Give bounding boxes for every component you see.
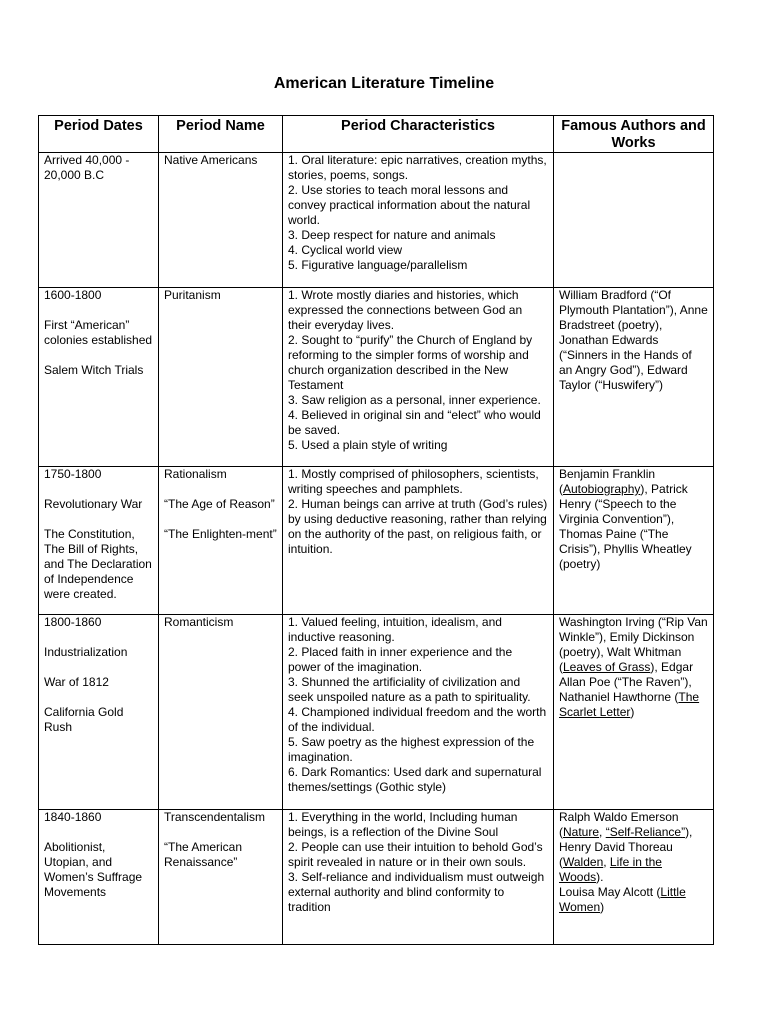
characteristic-item: 5. Used a plain style of writing (288, 438, 448, 452)
timeline-body (39, 153, 714, 945)
characteristic-item: 4. Believed in original sin and “elect” who would be saved. (288, 408, 541, 437)
characteristic-item: 5. Figurative language/parallelism (288, 258, 468, 272)
authors-text: Ralph Waldo Emerson ( (559, 810, 679, 839)
period-characteristics-cell (283, 288, 554, 467)
characteristic-item: 6. Dark Romantics: Used dark and supernatural themes/settings (Gothic style) (288, 765, 542, 794)
period-dates-text: Salem Witch Trials (44, 363, 144, 377)
page-title: American Literature Timeline (273, 75, 495, 92)
characteristic-item: 2. Use stories to teach moral lessons and convey practical information about the natural world. (288, 183, 531, 227)
famous-authors-cell (554, 615, 714, 810)
work-title: Autobiography (563, 482, 641, 496)
timeline-table (38, 115, 714, 945)
period-dates-text: Arrived 40,000 - 20,000 B.C (44, 153, 130, 182)
authors-paragraph (559, 810, 708, 885)
period-name-cell (159, 615, 283, 810)
period-name-text: Puritanism (164, 288, 221, 302)
period-dates-text: 1840-1860 (44, 810, 102, 824)
authors-text: ). (596, 870, 604, 884)
period-dates-text: Industrialization (44, 645, 128, 659)
characteristic-item: 1. Wrote mostly diaries and histories, which expressed the connections between God an their everyday lives. (288, 288, 523, 332)
period-name-cell (159, 467, 283, 615)
table-row (39, 153, 714, 288)
famous-authors-cell (554, 153, 714, 288)
period-name-text: Transcendentalism (164, 810, 265, 824)
period-name-text: “The Age of Reason” (164, 497, 275, 511)
period-name-cell (159, 153, 283, 288)
characteristic-item: 1. Valued feeling, intuition, idealism, and inductive reasoning. (288, 615, 502, 644)
famous-authors-cell (554, 467, 714, 615)
period-dates-text: The Constitution, The Bill of Rights, and The Declaration of Independence were created. (44, 527, 152, 601)
period-name-cell (159, 288, 283, 467)
table-row (39, 288, 714, 467)
period-dates-text: 1600-1800 (44, 288, 102, 302)
period-name-text: Rationalism (164, 467, 227, 481)
characteristic-item: 2. People can use their intuition to behold God’s spirit revealed in nature or in their own souls. (288, 840, 543, 869)
period-name-text: Native Americans (164, 153, 258, 167)
table-row (39, 615, 714, 810)
period-name-text: Romanticism (164, 615, 234, 629)
table-row (39, 810, 714, 945)
period-dates-text: Abolitionist, Utopian, and Women’s Suffrage Movements (44, 840, 143, 899)
work-title: The Scarlet Letter (559, 690, 700, 719)
table-row (39, 467, 714, 615)
authors-text: William Bradford (“Of Plymouth Plantation”), Anne Bradstreet (poetry), Jonathan Edwards (“Sinners in the Hands of an Angry God”), Edward Taylor (“Huswifery”) (559, 288, 708, 392)
period-dates-text: 1750-1800 (44, 467, 102, 481)
header-row (39, 116, 714, 153)
period-characteristics-cell (283, 153, 554, 288)
header-period-characteristics: Period Characteristics (283, 116, 554, 153)
work-title: Nature (563, 825, 600, 839)
authors-text: ), Patrick Henry (“Speech to the Virginia Convention”), Thomas Paine (“The Crisis”), Phyllis Wheatley (poetry) (559, 482, 692, 571)
header-famous-authors: Famous Authors and Works (554, 116, 714, 153)
period-dates-text: First “American” colonies established (44, 318, 153, 347)
period-dates-text: War of 1812 (44, 675, 109, 689)
characteristic-item: 3. Saw religion as a personal, inner experience. (288, 393, 541, 407)
authors-text: Benjamin Franklin ( (559, 467, 656, 496)
period-dates-text: California Gold Rush (44, 705, 124, 734)
characteristic-item: 1. Oral literature: epic narratives, creation myths, stories, poems, songs. (288, 153, 547, 182)
work-title: Little Women (559, 885, 686, 914)
characteristic-item: 5. Saw poetry as the highest expression of the imagination. (288, 735, 535, 764)
characteristic-item: 3. Deep respect for nature and animals (288, 228, 496, 242)
period-dates-cell (39, 467, 159, 615)
work-title: Walden (563, 855, 604, 869)
period-name-text: “The American Renaissance” (164, 840, 243, 869)
characteristic-item: 4. Championed individual freedom and the worth of the individual. (288, 705, 547, 734)
characteristic-item: 1. Everything in the world, Including human beings, is a reflection of the Divine Soul (288, 810, 518, 839)
period-dates-cell (39, 153, 159, 288)
characteristic-item: 4. Cyclical world view (288, 243, 403, 257)
authors-text: ), Edgar Allan Poe (“The Raven”), Nathaniel Hawthorne ( (559, 660, 694, 704)
period-dates-cell (39, 288, 159, 467)
period-name-cell (159, 810, 283, 945)
authors-text: , (599, 825, 606, 839)
famous-authors-cell (554, 288, 714, 467)
authors-paragraph (559, 885, 708, 915)
work-title: “Self-Reliance” (605, 825, 686, 839)
authors-text: ) (600, 900, 605, 914)
characteristic-item: 2. Sought to “purify” the Church of England by reforming to the simpler forms of worship and church organization described in the New Testament (288, 333, 533, 392)
period-name-text: “The Enlighten-ment” (164, 527, 277, 541)
authors-paragraph (559, 467, 708, 572)
period-characteristics-cell (283, 467, 554, 615)
header-period-name: Period Name (159, 116, 283, 153)
work-title: Life in the Woods (559, 855, 662, 884)
characteristic-item: 3. Self-reliance and individualism must outweigh external authority and blind conformity to tradition (288, 870, 545, 914)
authors-text: ) (630, 705, 635, 719)
authors-text: , (603, 855, 610, 869)
characteristic-item: 3. Shunned the artificiality of civilization and seek unspoiled nature as a path to spirituality. (288, 675, 531, 704)
authors-text: Washington Irving (“Rip Van Winkle”), Emily Dickinson (poetry), Walt Whitman ( (559, 615, 708, 674)
work-title: Leaves of Grass (563, 660, 651, 674)
period-dates-text: Revolutionary War (44, 497, 143, 511)
authors-text: Louisa May Alcott ( (559, 885, 661, 899)
authors-text: ), Henry David Thoreau ( (559, 825, 693, 869)
period-dates-text: 1800-1860 (44, 615, 102, 629)
header-period-dates: Period Dates (39, 116, 159, 153)
characteristic-item: 2. Human beings can arrive at truth (God’s rules) by using deductive reasoning, rather than relying on the authority of the past, on religious faith, or intuition. (288, 497, 548, 556)
period-characteristics-cell (283, 615, 554, 810)
characteristic-item: 2. Placed faith in inner experience and the power of the imagination. (288, 645, 513, 674)
authors-paragraph (559, 615, 708, 720)
period-characteristics-cell (283, 810, 554, 945)
characteristic-item: 1. Mostly comprised of philosophers, scientists, writing speeches and pamphlets. (288, 467, 539, 496)
period-dates-cell (39, 810, 159, 945)
period-dates-cell (39, 615, 159, 810)
famous-authors-cell (554, 810, 714, 945)
authors-paragraph (559, 288, 708, 393)
